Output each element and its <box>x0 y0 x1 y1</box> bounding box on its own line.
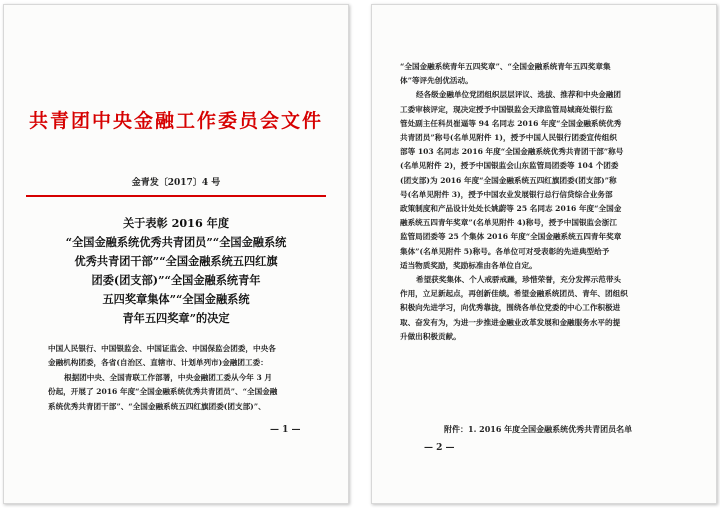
body-line: 作用，立足新起点，再创新佳绩。希望金融系统团员、青年、团组织 <box>400 289 628 299</box>
body-line: 共青团员”称号(名单见附件 1)，授予中国人民银行团委宣传组织 <box>400 133 617 143</box>
body-line: 取、奋发有为，为进一步推进金融业改革发展和金融服务水平的提 <box>400 317 621 327</box>
body-line: 经各级金融单位党团组织层层评议、选拔、推荐和中央金融团 <box>416 90 622 100</box>
body-line: 政策制度和产品设计处处长姚蔚等 25 名同志 2016 年度“全国金 <box>400 204 622 214</box>
left-body-text <box>48 342 277 414</box>
body-line: 希望获奖集体、个人戒骄戒躁，珍惜荣誉，充分发挥示范带头 <box>416 275 622 285</box>
body-line: 监管局团委等 25 个集体 2016 年度“全国金融系统五四青年奖章 <box>400 232 622 242</box>
body-line: 份起，开展了 2016 年度“全国金融系统优秀共青团员”、“全国金融 <box>48 387 278 397</box>
heading-line: “全国金融系统优秀共青团员”“全国金融系统 <box>65 235 287 249</box>
body-line: 适当物质奖励，奖励标准由各单位自定。 <box>400 260 537 270</box>
attachment-list: 附件：1. 2016 年度全国金融系统优秀共青团员名单 <box>444 424 633 434</box>
body-line: (名单见附件 2)，授予中国银监会山东监管局团委等 104 个团委 <box>400 161 619 171</box>
heading-line: 关于表彰 2016 年度 <box>122 216 230 230</box>
page-number: — 2 — <box>424 443 455 453</box>
body-line: 工委审核评定，现决定授予中国银监会天津监管局城商处银行监 <box>400 104 613 114</box>
decision-heading <box>4 214 348 328</box>
heading-line: 团委(团支部)”“全国金融系统青年 <box>91 273 261 287</box>
heading-line: 五四奖章集体”“全国金融系统 <box>102 292 250 306</box>
right-body-text <box>400 60 628 344</box>
body-line: “全国金融系统青年五四奖章”、“全国金融系统青年五四奖章集 <box>400 62 611 71</box>
body-line: 管处副主任科员崔逼等 94 名同志 2016 年度“全国金融系统优秀 <box>400 118 622 128</box>
body-line: 升做出积极贡献。 <box>400 331 461 341</box>
body-line: 中国人民银行、中国银监会、中国证监会、中国保监会团委，中央各 <box>48 344 276 353</box>
document-title: 共青团中央金融工作委员会文件 <box>28 110 323 132</box>
body-line: 积极向先进学习，向优秀靠拢，围绕各单位党委的中心工作积极进 <box>400 303 621 313</box>
body-line: 集体”(名单见附件 5)称号。各单位可对受表彰的先进典型给予 <box>400 246 610 256</box>
body-line: 体”等评先创优活动。 <box>400 76 473 86</box>
page-number: — 1 — <box>270 425 301 435</box>
body-line: 号(名单见附件 3)，授予中国农业发展银行总行信贷综合业务部 <box>400 189 613 199</box>
right-page <box>371 4 717 504</box>
body-line: 金融机构团委，各省(自治区、直辖市、计划单列市)金融团工委： <box>48 358 268 368</box>
heading-line: 优秀共青团干部”“全国金融系统五四红旗 <box>74 254 278 268</box>
left-page <box>3 4 349 504</box>
document-number: 金青发〔2017〕4 号 <box>131 178 221 188</box>
body-line: 根据团中央、全国青联工作部署，中央金融团工委从今年 3 月 <box>64 372 273 382</box>
body-line: 系统优秀共青团干部”、“全国金融系统五四红旗团委(团支部)”、 <box>48 401 266 411</box>
red-divider-line <box>26 195 326 197</box>
body-line: (团支部)为 2016 年度“全国金融系统五四红旗团委(团支部)”称 <box>400 175 617 185</box>
heading-line: 青年五四奖章”的决定 <box>122 311 230 325</box>
body-line: 融系统五四青年奖章”(名单见附件 4)称号，授予中国银监会浙江 <box>400 218 617 228</box>
body-line: 部等 103 名同志 2016 年度“全国金融系统优秀共青团干部”称号 <box>400 147 624 157</box>
